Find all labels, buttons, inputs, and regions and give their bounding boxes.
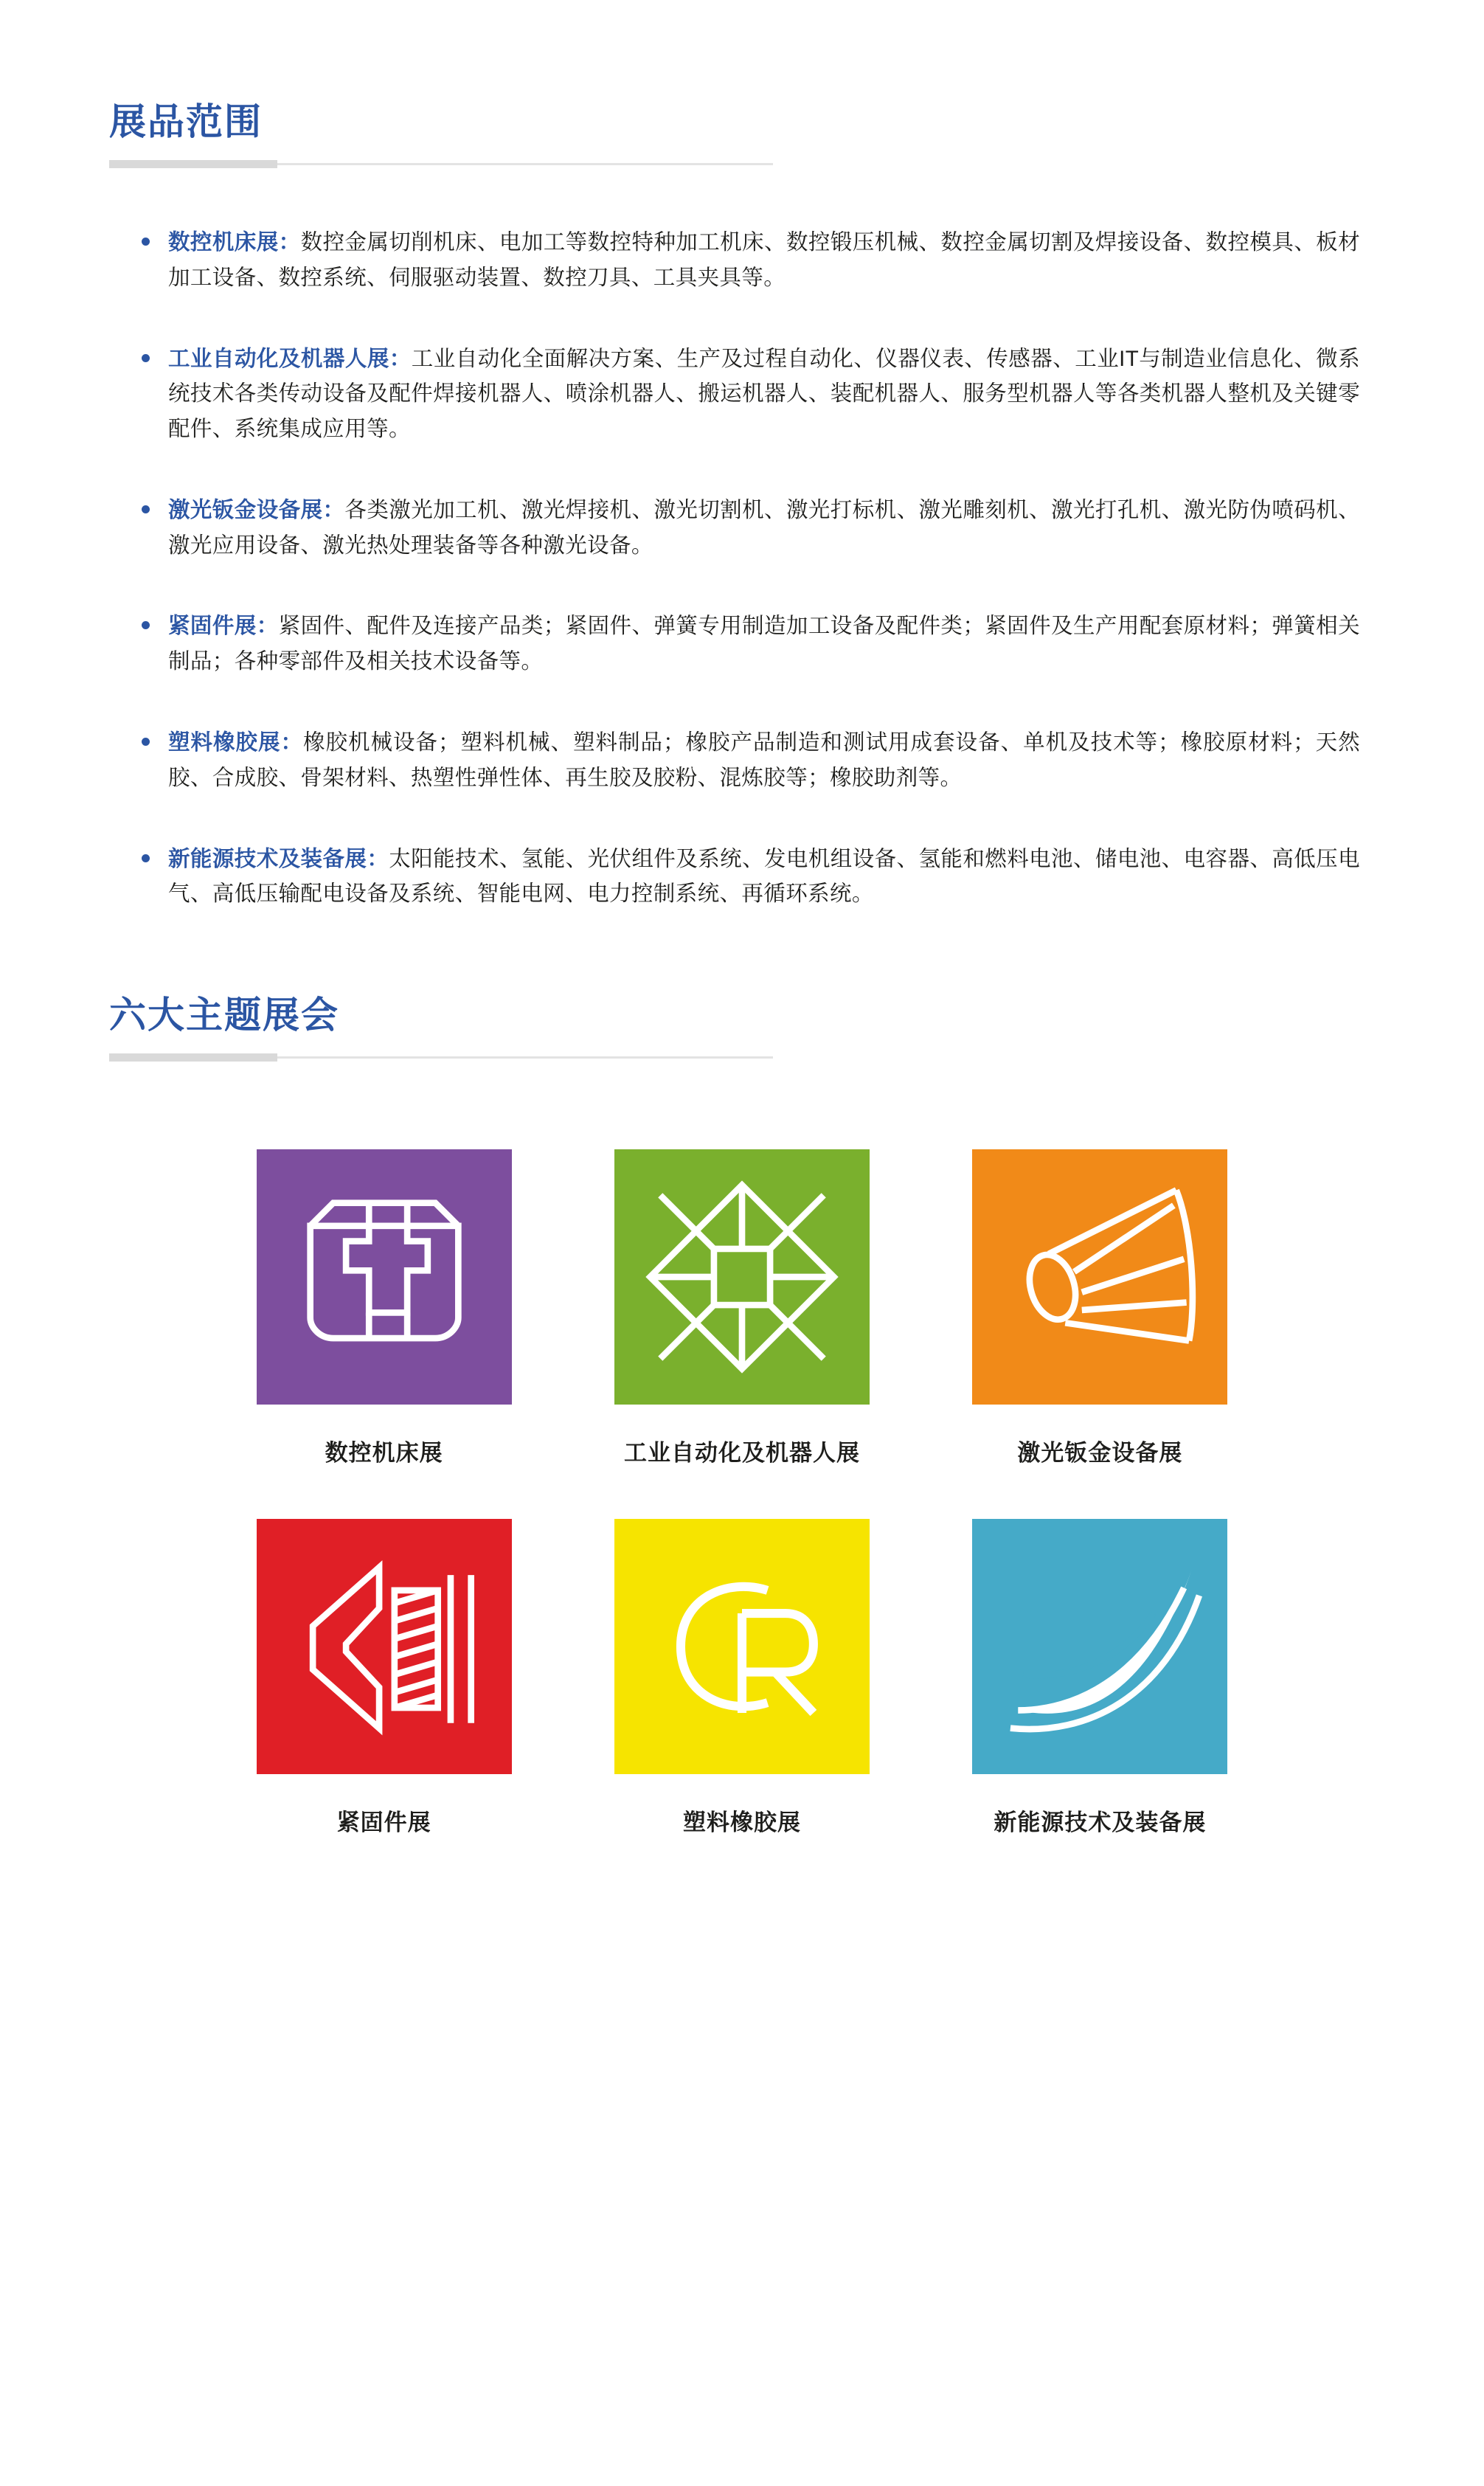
theme-card-new-energy[interactable] [921,1519,1279,1837]
themes-title: 六大主题展会 [109,994,339,1036]
theme-card-cnc[interactable] [205,1149,563,1467]
bullet-dot-icon [142,621,150,629]
cnc-machine-tool-icon [257,1149,512,1405]
themes-underline-rule [109,1053,773,1061]
list-item-text: 数控金属切削机床、电加工等数控特种加工机床、数控锻压机械、数控金属切割及焊接设备、数控模具、板材加工设备、数控系统、伺服驱动装置、数控刀具、工具夹具等。 [168,230,1360,290]
list-item [109,342,1375,447]
theme-card-label: 塑料橡胶展 [682,1810,801,1836]
list-item-label: 激光钣金设备展： [168,497,345,522]
laser-sheetmetal-icon [972,1149,1227,1405]
theme-card-plastic[interactable] [563,1519,920,1837]
list-item-label: 数控机床展： [168,230,301,255]
bullet-dot-icon [142,354,150,362]
bullet-dot-icon [142,854,150,862]
theme-card-automation[interactable] [563,1149,920,1467]
new-energy-icon [972,1519,1227,1774]
list-item-text: 橡胶机械设备；塑料机械、塑料制品；橡胶产品制造和测试用成套设备、单机及技术等；橡胶原材料；天然胶、合成胶、骨架材料、热塑性弹性体、再生胶及胶粉、混炼胶等；橡胶助剂等。 [168,730,1360,790]
fastener-icon [257,1519,512,1774]
themes-section [0,993,1484,1888]
theme-card-fastener[interactable] [205,1519,563,1837]
list-item-text: 各类激光加工机、激光焊接机、激光切割机、激光打标机、激光雕刻机、激光打孔机、激光防伪喷码机、激光应用设备、激光热处理装备等各种激光设备。 [168,497,1361,558]
list-item [109,493,1375,564]
list-item-text: 紧固件、配件及连接产品类；紧固件、弹簧专用制造加工设备及配件类；紧固件及生产用配套原材料；弹簧相关制品；各种零部件及相关技术设备等。 [168,614,1360,674]
list-item [109,609,1375,679]
exhibit-scope-section [0,0,1484,912]
rule-short [109,1053,277,1062]
exhibit-scope-list [109,225,1375,912]
page-bottom-spacer [0,1888,1484,1977]
list-item-label: 塑料橡胶展： [168,730,304,755]
themes-grid [109,1149,1375,1888]
bullet-dot-icon [142,738,150,746]
title-underline-rule [109,160,773,167]
theme-card-laser[interactable] [921,1149,1279,1467]
list-item-text: 太阳能技术、氢能、光伏组件及系统、发电机组设备、氢能和燃料电池、储电池、电容器、高低压电气、高低压输配电设备及系统、智能电网、电力控制系统、再循环系统。 [168,846,1360,907]
list-item [109,225,1375,296]
automation-robot-icon [614,1149,870,1405]
theme-card-label: 工业自动化及机器人展 [623,1440,860,1467]
theme-card-label: 紧固件展 [336,1810,431,1836]
list-item-label: 工业自动化及机器人展： [168,346,412,371]
list-item [109,725,1375,796]
plastic-rubber-icon [614,1519,870,1774]
theme-card-label: 激光钣金设备展 [1017,1440,1183,1467]
theme-card-label: 新能源技术及装备展 [994,1810,1207,1836]
bullet-dot-icon [142,238,150,246]
list-item-label: 紧固件展： [168,614,279,639]
page-title: 展品范围 [109,101,263,142]
list-item-label: 新能源技术及装备展： [168,846,389,871]
theme-card-label: 数控机床展 [325,1440,443,1467]
list-item-text: 工业自动化全面解决方案、生产及过程自动化、仪器仪表、传感器、工业IT与制造业信息化、微系统技术各类传动设备及配件焊接机器人、喷涂机器人、搬运机器人、装配机器人、服务型机器人等各类机器人整机及关键零配件、系统集成应用等。 [168,346,1360,442]
rule-short [109,160,277,168]
bullet-dot-icon [142,505,150,513]
list-item [109,842,1375,913]
